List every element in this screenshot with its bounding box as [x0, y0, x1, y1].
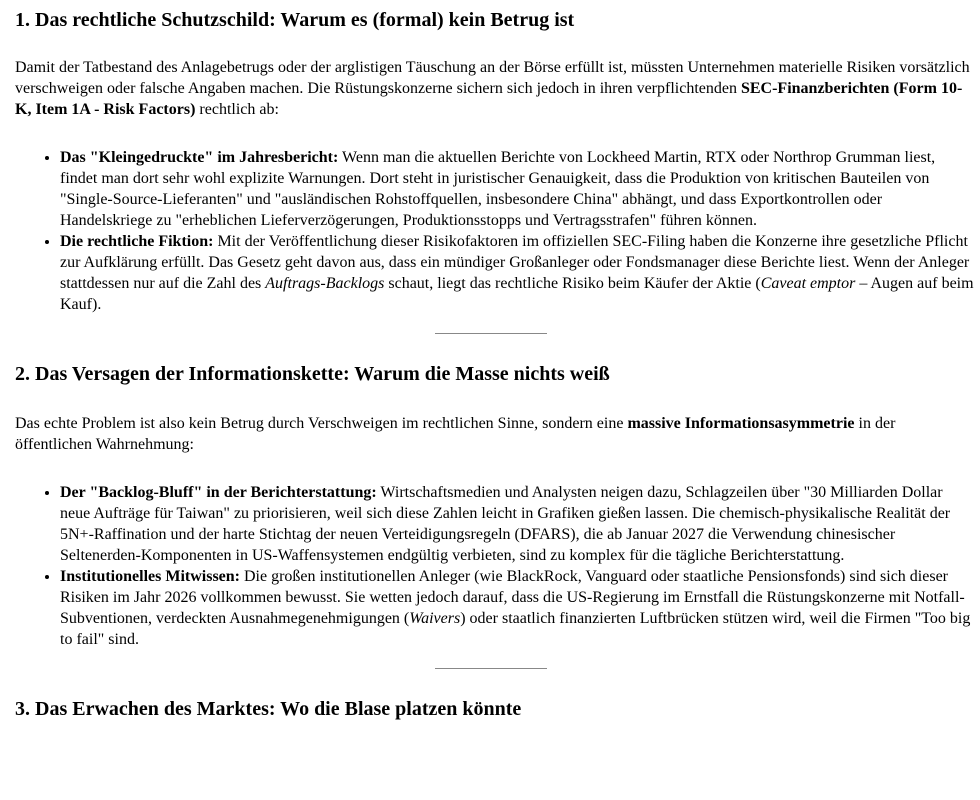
- list-item-text: schaut, liegt das rechtliche Risiko beim Käufer der Aktie (: [384, 275, 761, 292]
- section-1-list: [15, 147, 975, 315]
- list-item-title: Das "Kleingedruckte" im Jahresbericht:: [60, 149, 339, 166]
- list-item-title: Die rechtliche Fiktion:: [60, 233, 214, 250]
- section-2-intro-text: Das echte Problem ist also kein Betrug durch Verschweigen im rechtlichen Sinne, sondern eine: [15, 415, 628, 432]
- section-1-intro-text: Damit der Tatbestand des Anlagebetrugs oder der arglistigen Täuschung an der Börse erfüllt ist, müssten Unternehmen materielle Risiken vorsätzlich verschweigen oder falsche Angaben machen. Die Rüstungskonzerne sichern sich jedoch in ihren verpflichtenden: [15, 59, 970, 97]
- list-item-text: Wenn man die aktuellen Berichte von Lockheed Martin, RTX oder Northrop Grumman liest, findet man dort sehr wohl explizite Warnungen. Dort steht in juristischer Genauigkeit, dass die Produktion von kritischen Bauteilen von "Single-Source-Lieferanten" und "ausländischen Rohstoffquellen, insbesondere China" abhängt, und dass Exportkontrollen oder Handelskriege zu "erheblichen Lieferverzögerungen, Produktionsstopps und Vertragsstrafen" führen können.: [60, 149, 936, 229]
- list-item-italic: Auftrags-Backlogs: [265, 275, 385, 292]
- section-2-intro-tail: in der öffentlichen Wahrnehmung:: [15, 415, 896, 453]
- section-2-intro: [15, 413, 975, 455]
- section-1-intro-tail: rechtlich ab:: [195, 101, 279, 118]
- section-1-intro: [15, 57, 975, 120]
- list-item-text: Die großen institutionellen Anleger (wie BlackRock, Vanguard oder staatliche Pensionsfonds) sind sich dieser Risiken im Jahr 2026 vollkommen bewusst. Sie wetten jedoch darauf, dass die US-Regierung im Ernstfall die Rüstungskonzerne mit Notfall-Subventionen, verdeckten Ausnahmegenehmigungen (: [60, 568, 965, 627]
- list-item-italic: Waivers: [409, 610, 461, 627]
- section-1-heading: 1. Das rechtliche Schutzschild: Warum es (formal) kein Betrug ist: [15, 9, 575, 31]
- list-item-italic: Caveat emptor: [760, 275, 856, 292]
- section-3-heading: 3. Das Erwachen des Marktes: Wo die Blase platzen könnte: [15, 698, 522, 720]
- section-divider: [435, 668, 547, 669]
- list-item-title: Der "Backlog-Bluff" in der Berichterstattung:: [60, 484, 377, 501]
- section-2-intro-bold: massive Informationsasymmetrie: [627, 415, 855, 432]
- list-item: [60, 482, 975, 566]
- list-item-text: – Augen auf beim Kauf).: [60, 275, 974, 313]
- list-item: [60, 231, 975, 315]
- list-item: [60, 566, 975, 650]
- list-item-text: Wirtschaftsmedien und Analysten neigen dazu, Schlagzeilen über "30 Milliarden Dollar neue Aufträge für Taiwan" zu priorisieren, weil sich diese Zahlen leicht in Grafiken gießen lassen. Die chemisch-physikalische Realität der 5N+-Raffination und der harte Stichtag der neuen Verteidigungsregeln (DFARS), die ab Januar 2027 die Verwendung chinesischer Seltenerden-Komponenten in US-Waffensystemen endgültig verbieten, sind zu komplex für die tägliche Berichterstattung.: [60, 484, 951, 564]
- list-item-title: Institutionelles Mitwissen:: [60, 568, 240, 585]
- section-2-list: [15, 482, 975, 650]
- list-item-text: ) oder staatlich finanzierten Luftbrücken stützen wird, weil die Firmen "Too big to fail" sind.: [60, 610, 971, 648]
- section-1-intro-bold: SEC-Finanzberichten (Form 10-K, Item 1A - Risk Factors): [15, 80, 963, 118]
- section-divider: [435, 333, 547, 334]
- section-2-heading: 2. Das Versagen der Informationskette: Warum die Masse nichts weiß: [15, 363, 610, 385]
- list-item-text: Mit der Veröffentlichung dieser Risikofaktoren im offiziellen SEC-Filing haben die Konzerne ihre gesetzliche Pflicht zur Aufklärung erfüllt. Das Gesetz geht davon aus, dass ein mündiger Großanleger oder Fondsmanager diese Berichte liest. Wenn der Anleger stattdessen nur auf die Zahl des: [60, 233, 970, 292]
- list-item: [60, 147, 975, 231]
